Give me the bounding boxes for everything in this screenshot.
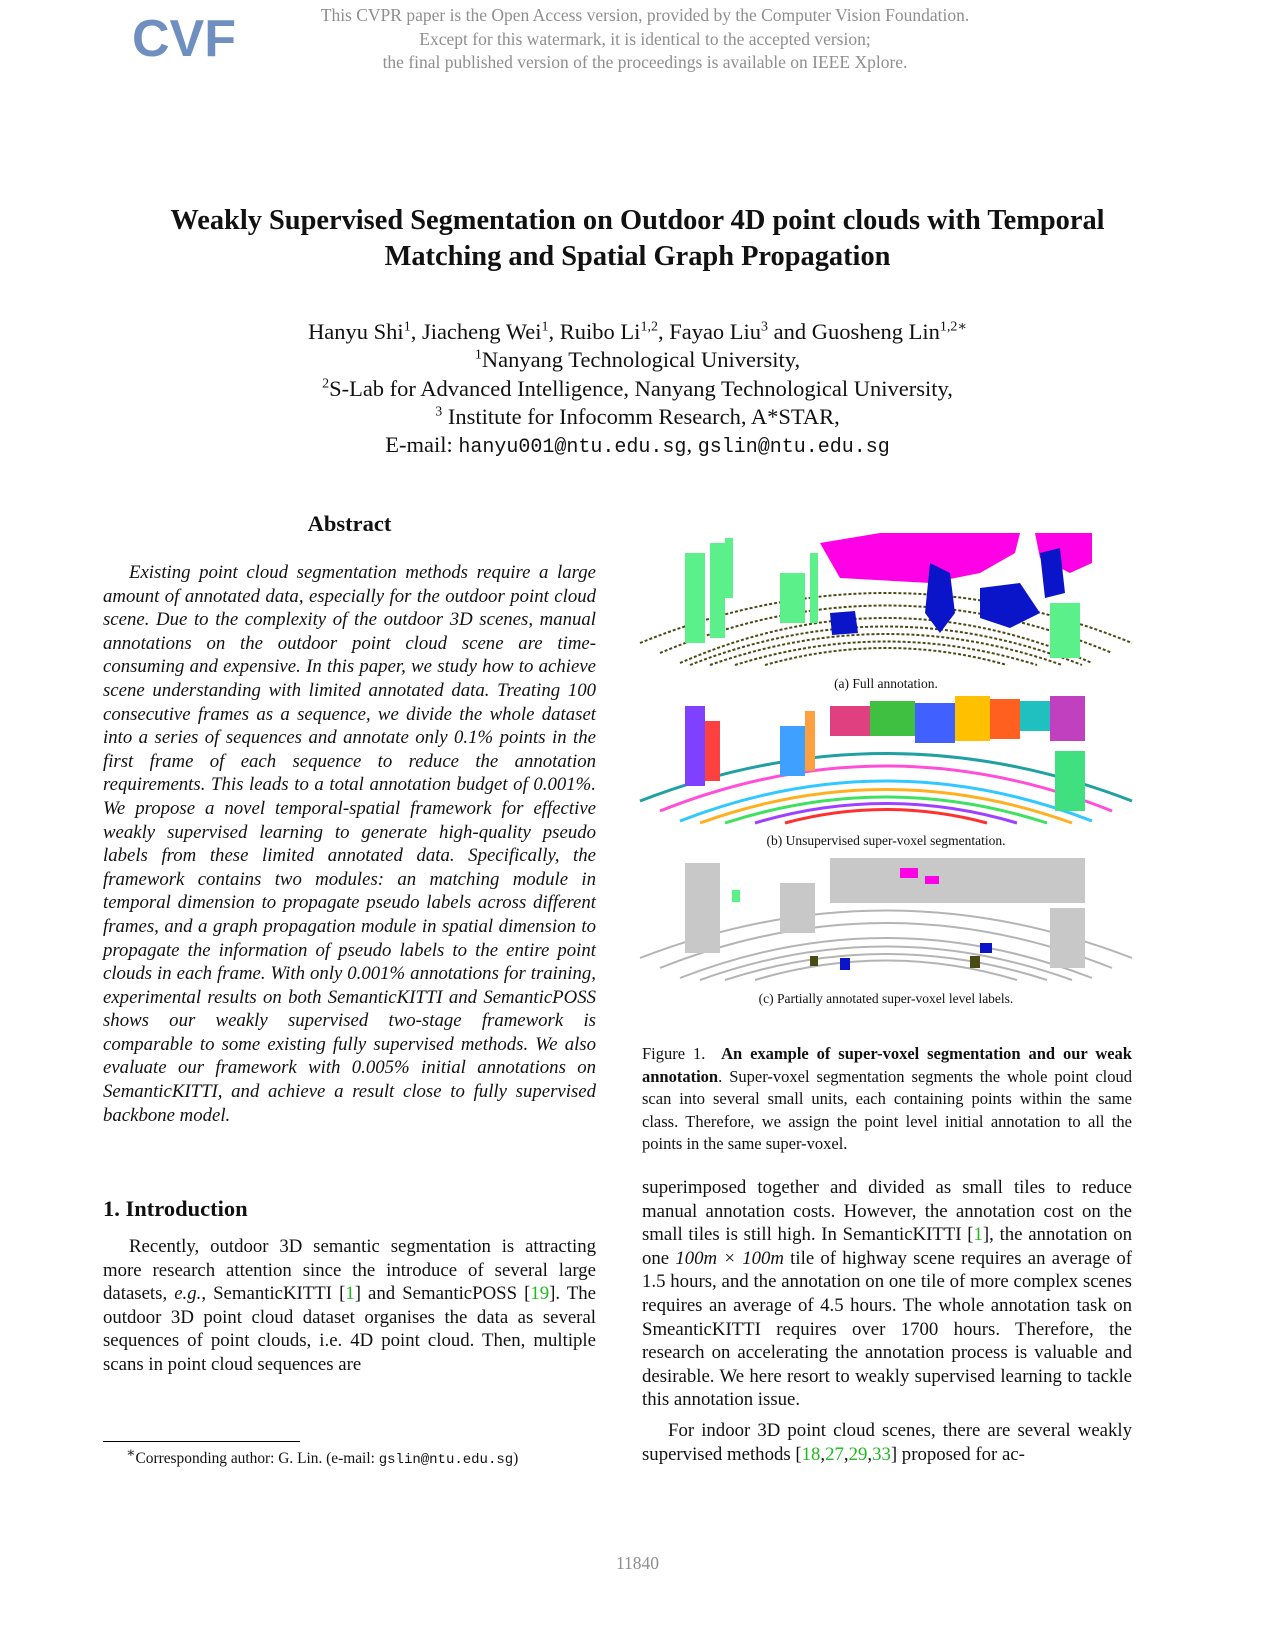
citation-link[interactable]: 27 xyxy=(825,1443,844,1465)
author-separator: , xyxy=(548,319,560,344)
footnote-text: Corresponding author: G. Lin. (e-mail: xyxy=(135,1450,379,1467)
full-annotation-image xyxy=(680,533,1092,665)
affiliation-line xyxy=(160,346,1115,374)
author-separator: , xyxy=(657,319,670,344)
footnote-divider xyxy=(103,1441,300,1442)
supervoxel-segmentation-image xyxy=(680,691,1092,823)
email-label: E-mail: xyxy=(385,432,459,458)
cvf-logo-text: CVF xyxy=(132,10,236,68)
introduction-paragraph xyxy=(103,1235,596,1377)
subcaption-b: (b) Unsupervised super-voxel segmentation. xyxy=(766,833,1006,848)
intro-eg: e.g. xyxy=(174,1283,202,1305)
intro-text: Recently, outdoor 3D semantic segmentation is attracting more research attention since the introduce of several large datasets, xyxy=(103,1236,596,1305)
author-affiliation: 1 xyxy=(403,319,411,335)
email-separator: , xyxy=(686,432,698,458)
figure-panel-full-annotation xyxy=(680,533,1092,665)
citation-link[interactable]: 18 xyxy=(801,1443,821,1465)
watermark-line-2: Except for this watermark, it is identical to the accepted version; xyxy=(419,28,871,49)
author-list xyxy=(160,318,1115,346)
affiliation-text: Institute for Infocomm Research, A*STAR, xyxy=(442,403,840,429)
cvf-logo xyxy=(132,8,236,70)
author-separator: and xyxy=(768,319,812,344)
body-text: For indoor 3D point cloud scenes, there are several weakly supervised methods [ xyxy=(642,1420,1132,1465)
paper-title xyxy=(110,203,1165,275)
author-affiliation: 1,2 xyxy=(939,319,958,335)
page-number: 11840 xyxy=(615,1553,660,1573)
affiliation-number: 1 xyxy=(474,347,482,363)
affiliation-text: Nanyang Technological University, xyxy=(481,347,801,373)
citation-link[interactable]: 29 xyxy=(848,1443,868,1465)
body-text: ], the annotation on one xyxy=(642,1224,1132,1269)
author-affiliation: 3 xyxy=(761,319,769,335)
figure-caption-bold: An example of super-voxel segmentation and our weak annotation xyxy=(642,1044,1132,1086)
author-name: Jiacheng Wei xyxy=(421,319,542,344)
body-paragraph: For indoor 3D point cloud scenes, there are several weakly supervised methods [18,27,29,33] proposed for ac- xyxy=(642,1420,1132,1465)
subcaption-c: (c) Partially annotated super-voxel level labels. xyxy=(758,991,1014,1006)
body-paragraph xyxy=(642,1176,1132,1412)
author-name: Fayao Liu xyxy=(669,319,762,344)
title-line-1: Weakly Supervised Segmentation on Outdoor 4D point clouds with Temporal xyxy=(170,205,1105,236)
intro-text: ]. The outdoor 3D point cloud dataset organises the data as several sequences of point clouds, i.e. 4D point cloud. Then, multiple scans in point cloud sequences are xyxy=(103,1283,597,1375)
body-text: ] proposed for ac- xyxy=(890,1443,1025,1465)
title-line-2: Matching and Spatial Graph Propagation xyxy=(384,241,891,272)
footnote-close: ) xyxy=(513,1450,519,1467)
corresponding-mark: ∗ xyxy=(957,319,967,335)
author-affiliation: 1 xyxy=(541,319,549,335)
author-name: Guosheng Lin xyxy=(811,319,940,344)
abstract-text: Existing point cloud segmentation methods require a large amount of annotated data, especially for the outdoor point cloud scene. Due to the complexity of the outdoor 3D scenes, manual annotations on the outdoor point cloud scene are time-consuming and expensive. In this paper, we study how to achieve scene understanding with limited annotated data. Treating 100 consecutive frames as a sequence, we divide the whole dataset into a series of sequences and annotate only 0.1% points in the first frame of each sequence to reduce the annotation requirements. This leads to a total annotation budget of 0.001%. We propose a novel temporal-spatial framework for effective weakly supervised learning to generate high-quality pseudo labels from these limited annotated data. Specifically, the framework contains two modules: an matching module in temporal dimension to propagate pseudo labels across different frames, and a graph propagation module in spatial dimension to propagate the information of pseudo labels to the entire point clouds in each frame. With only 0.001% annotations for training, experimental results on both SemanticKITTI and SemanticPOSS shows our weakly supervised two-stage framework is comparable to some existing fully supervised methods. We also evaluate our framework with 0.005% initial annotations on SemanticKITTI, and achieve a result close to fully supervised backbone model. xyxy=(103,562,596,1126)
figure-caption xyxy=(642,1043,1132,1156)
citation-link[interactable]: 33 xyxy=(872,1443,891,1465)
citation-link[interactable]: 1 xyxy=(345,1283,355,1305)
affiliation-number: 3 xyxy=(435,404,443,420)
footnote-email[interactable]: gslin@ntu.edu.sg xyxy=(378,1452,514,1468)
email-link[interactable]: hanyu001@ntu.edu.sg xyxy=(458,436,687,460)
citation-link[interactable]: 1 xyxy=(973,1224,983,1246)
introduction-heading: 1. Introduction xyxy=(103,1196,248,1221)
intro-text: , SemanticKITTI [ xyxy=(201,1283,346,1305)
figure-panel-supervoxel xyxy=(680,691,1092,823)
math-expression: 100m × 100m xyxy=(675,1247,784,1269)
body-text: superimposed together and divided as small tiles to reduce manual annotation costs. However, the annotation cost on the small tiles is still high. In SemanticKITTI [ xyxy=(642,1177,1132,1246)
author-block xyxy=(160,318,1115,462)
footnote-mark: ∗ xyxy=(126,1445,136,1461)
partial-labels-image xyxy=(680,848,1092,980)
affiliation-line xyxy=(160,375,1115,403)
email-link[interactable]: gslin@ntu.edu.sg xyxy=(697,436,890,460)
author-affiliation: 1,2 xyxy=(640,319,658,335)
affiliation-text: S-Lab for Advanced Intelligence, Nanyang Technological University, xyxy=(329,375,953,401)
figure-caption-text: . Super-voxel segmentation segments the whole point cloud scan into several small units, each containing points within the same class. Therefore, we assign the point level initial annotation to all the points in the same super-voxel. xyxy=(642,1066,1132,1154)
body-text: tile of highway scene requires an average of 1.5 hours, and the annotation on one tile of more complex scenes requires an average of 4.5 hours. The whole annotation task on SmeanticKITTI requires over 1700 hours. Therefore, the research on accelerating the annotation process is valuable and desirable. We here resort to weakly supervised learning to tackle this annotation issue. xyxy=(642,1247,1132,1411)
email-line xyxy=(160,431,1115,462)
figure-label: Figure 1. xyxy=(642,1044,706,1063)
figure-panel-partial-labels xyxy=(680,848,1092,980)
intro-text: ] and SemanticPOSS [ xyxy=(354,1283,531,1305)
citation-link[interactable]: 19 xyxy=(530,1283,550,1305)
author-name: Hanyu Shi xyxy=(308,319,404,344)
open-access-watermark xyxy=(250,4,1040,75)
watermark-line-1: This CVPR paper is the Open Access version, provided by the Computer Vision Foundation. xyxy=(320,5,970,25)
subcaption-a: (a) Full annotation. xyxy=(834,676,938,691)
footnote xyxy=(103,1445,596,1470)
author-name: Ruibo Li xyxy=(559,319,641,344)
author-separator: , xyxy=(410,319,422,344)
affiliation-line xyxy=(160,403,1115,431)
watermark-line-3: the final published version of the proceedings is available on IEEE Xplore. xyxy=(382,52,908,72)
affiliation-number: 2 xyxy=(322,376,330,392)
abstract-heading: Abstract xyxy=(307,511,392,536)
